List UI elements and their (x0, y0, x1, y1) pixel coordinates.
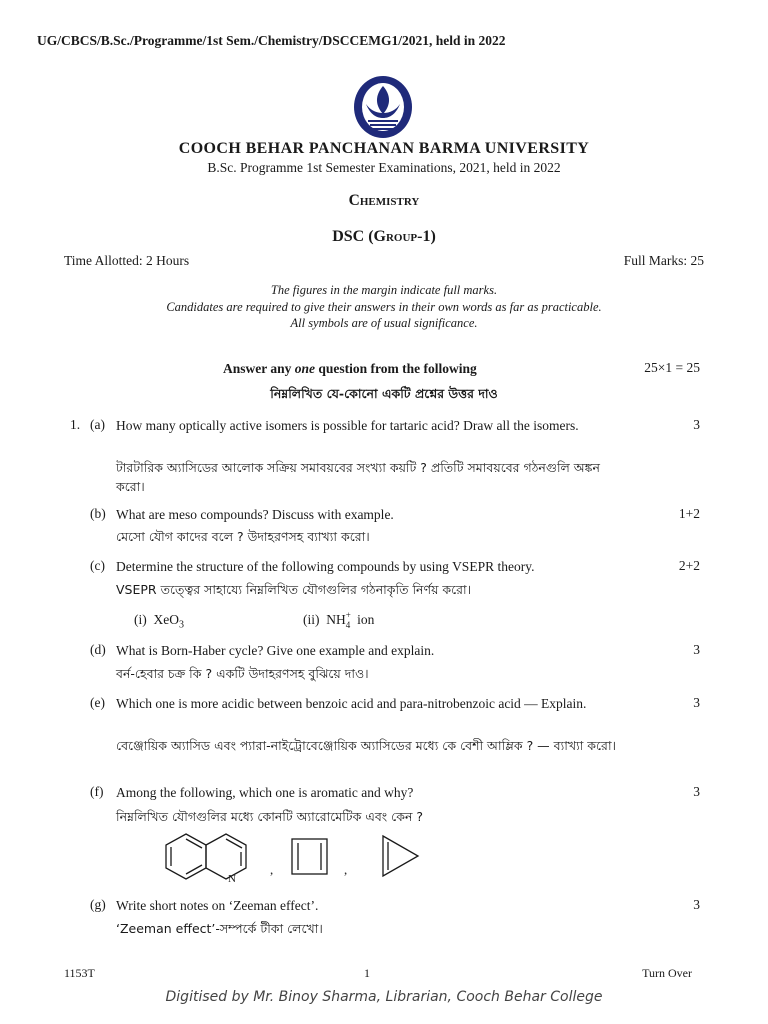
question-text: Among the following, which one is aromatic and why? (116, 785, 414, 800)
part-label: (e) (90, 695, 105, 710)
part-label: (d) (90, 642, 106, 657)
question-text-bengali: বেঞ্জোয়িক অ্যাসিড এবং প্যারা-নাইট্রোবেঞ্জোয়িক অ্যাসিডের মধ্যে কে বেশী আম্লিক ? — ব্যাখ্যা করো। (116, 738, 617, 753)
university-logo (352, 74, 414, 140)
time-allotted: Time Allotted: 2 Hours (64, 253, 190, 268)
question-text: What are meso compounds? Discuss with example. (116, 507, 394, 522)
paper-code-header: UG/CBCS/B.Sc./Programme/1st Sem./Chemistry/DSCCEMG1/2021, held in 2022 (37, 33, 506, 48)
full-marks: Full Marks: 25 (623, 253, 704, 268)
subject-title: Chemistry (348, 192, 420, 209)
part-label: (a) (90, 417, 105, 432)
question-text-bengali: বর্ন-হেবার চক্র কি ? একটি উদাহরণসহ বুঝিয়ে দাও। (116, 666, 369, 681)
part-label: (g) (90, 897, 106, 912)
question-text-bengali: VSEPR তত্ত্বের সাহায্যে নিম্নলিখিত যৌগগুলির গঠনাকৃতি নির্ণয় করো। (116, 582, 472, 597)
part-label: (c) (90, 558, 105, 573)
question-text: Determine the structure of the following compounds by using VSEPR theory. (116, 559, 535, 574)
part-marks: 3 (693, 897, 700, 912)
part-marks: 3 (693, 417, 700, 432)
question-text: What is Born-Haber cycle? Give one example and explain. (116, 643, 435, 658)
turn-over-note: Turn Over (642, 966, 692, 980)
section-marks: 25×1 = 25 (644, 360, 700, 375)
aromatic-structures-figure (160, 830, 430, 886)
exam-title: B.Sc. Programme 1st Semester Examinations, 2021, held in 2022 (207, 160, 561, 175)
question-text-bengali: মেসো যৌগ কাদের বলে ? উদাহরণসহ ব্যাখ্যা করো। (116, 529, 370, 544)
nitrogen-atom-label: N (228, 873, 236, 885)
paper-number: 1153T (64, 966, 95, 980)
compound-item-ammonium: (ii) NH + 4 ion (303, 610, 375, 630)
question-text: Write short notes on ‘Zeeman effect’. (116, 898, 319, 913)
instruction-line: Candidates are required to give their answers in their own words as far as practicable. (166, 300, 602, 314)
question-text: How many optically active isomers is possible for tartaric acid? Draw all the isomers. (116, 418, 579, 433)
part-label: (f) (90, 784, 104, 799)
instruction-line: The figures in the margin indicate full marks. (270, 283, 498, 297)
part-marks: 2+2 (678, 558, 700, 573)
part-marks: 3 (693, 642, 700, 657)
separator: , (270, 862, 274, 877)
question-number: 1. (70, 417, 81, 432)
section-heading: Answer any one question from the following (223, 361, 477, 376)
question-text-bengali: টারটারিক অ্যাসিডের আলোক সক্রিয় সমাবয়বের সংখ্যা কয়টি ? প্রতিটি সমাবয়বের গঠনগুলি অঙ্কন করো। (116, 460, 600, 494)
cyclobutadiene-structure (292, 839, 327, 874)
separator: , (344, 862, 348, 877)
paper-title: DSC (Group-1) (332, 228, 436, 245)
question-text-bengali: নিম্নলিখিত যৌগগুলির মধ্যে কোনটি অ্যারোমেটিক এবং কেন ? (116, 809, 424, 824)
part-label: (b) (90, 506, 106, 521)
part-marks: 1+2 (678, 506, 700, 521)
digitisation-credit: Digitised by Mr. Binoy Sharma, Librarian, Cooch Behar College (165, 989, 603, 1005)
part-marks: 3 (693, 784, 700, 799)
university-name: COOCH BEHAR PANCHANAN BARMA UNIVERSITY (178, 140, 590, 157)
part-marks: 3 (693, 695, 700, 710)
question-text: Which one is more acidic between benzoic acid and para-nitrobenzoic acid — Explain. (116, 696, 587, 711)
cyclopropenyl-structure (383, 836, 418, 876)
section-heading-bengali: নিম্নলিখিত যে-কোনো একটি প্রশ্নের উত্তর দাও (270, 386, 498, 401)
instruction-line: All symbols are of usual significance. (290, 316, 478, 330)
question-text-bengali: ‘Zeeman effect’-সম্পর্কে টীকা লেখো। (116, 921, 323, 936)
compound-item-xeo3: (i) XeO$_3$ (134, 612, 184, 631)
page-number: 1 (364, 966, 370, 980)
